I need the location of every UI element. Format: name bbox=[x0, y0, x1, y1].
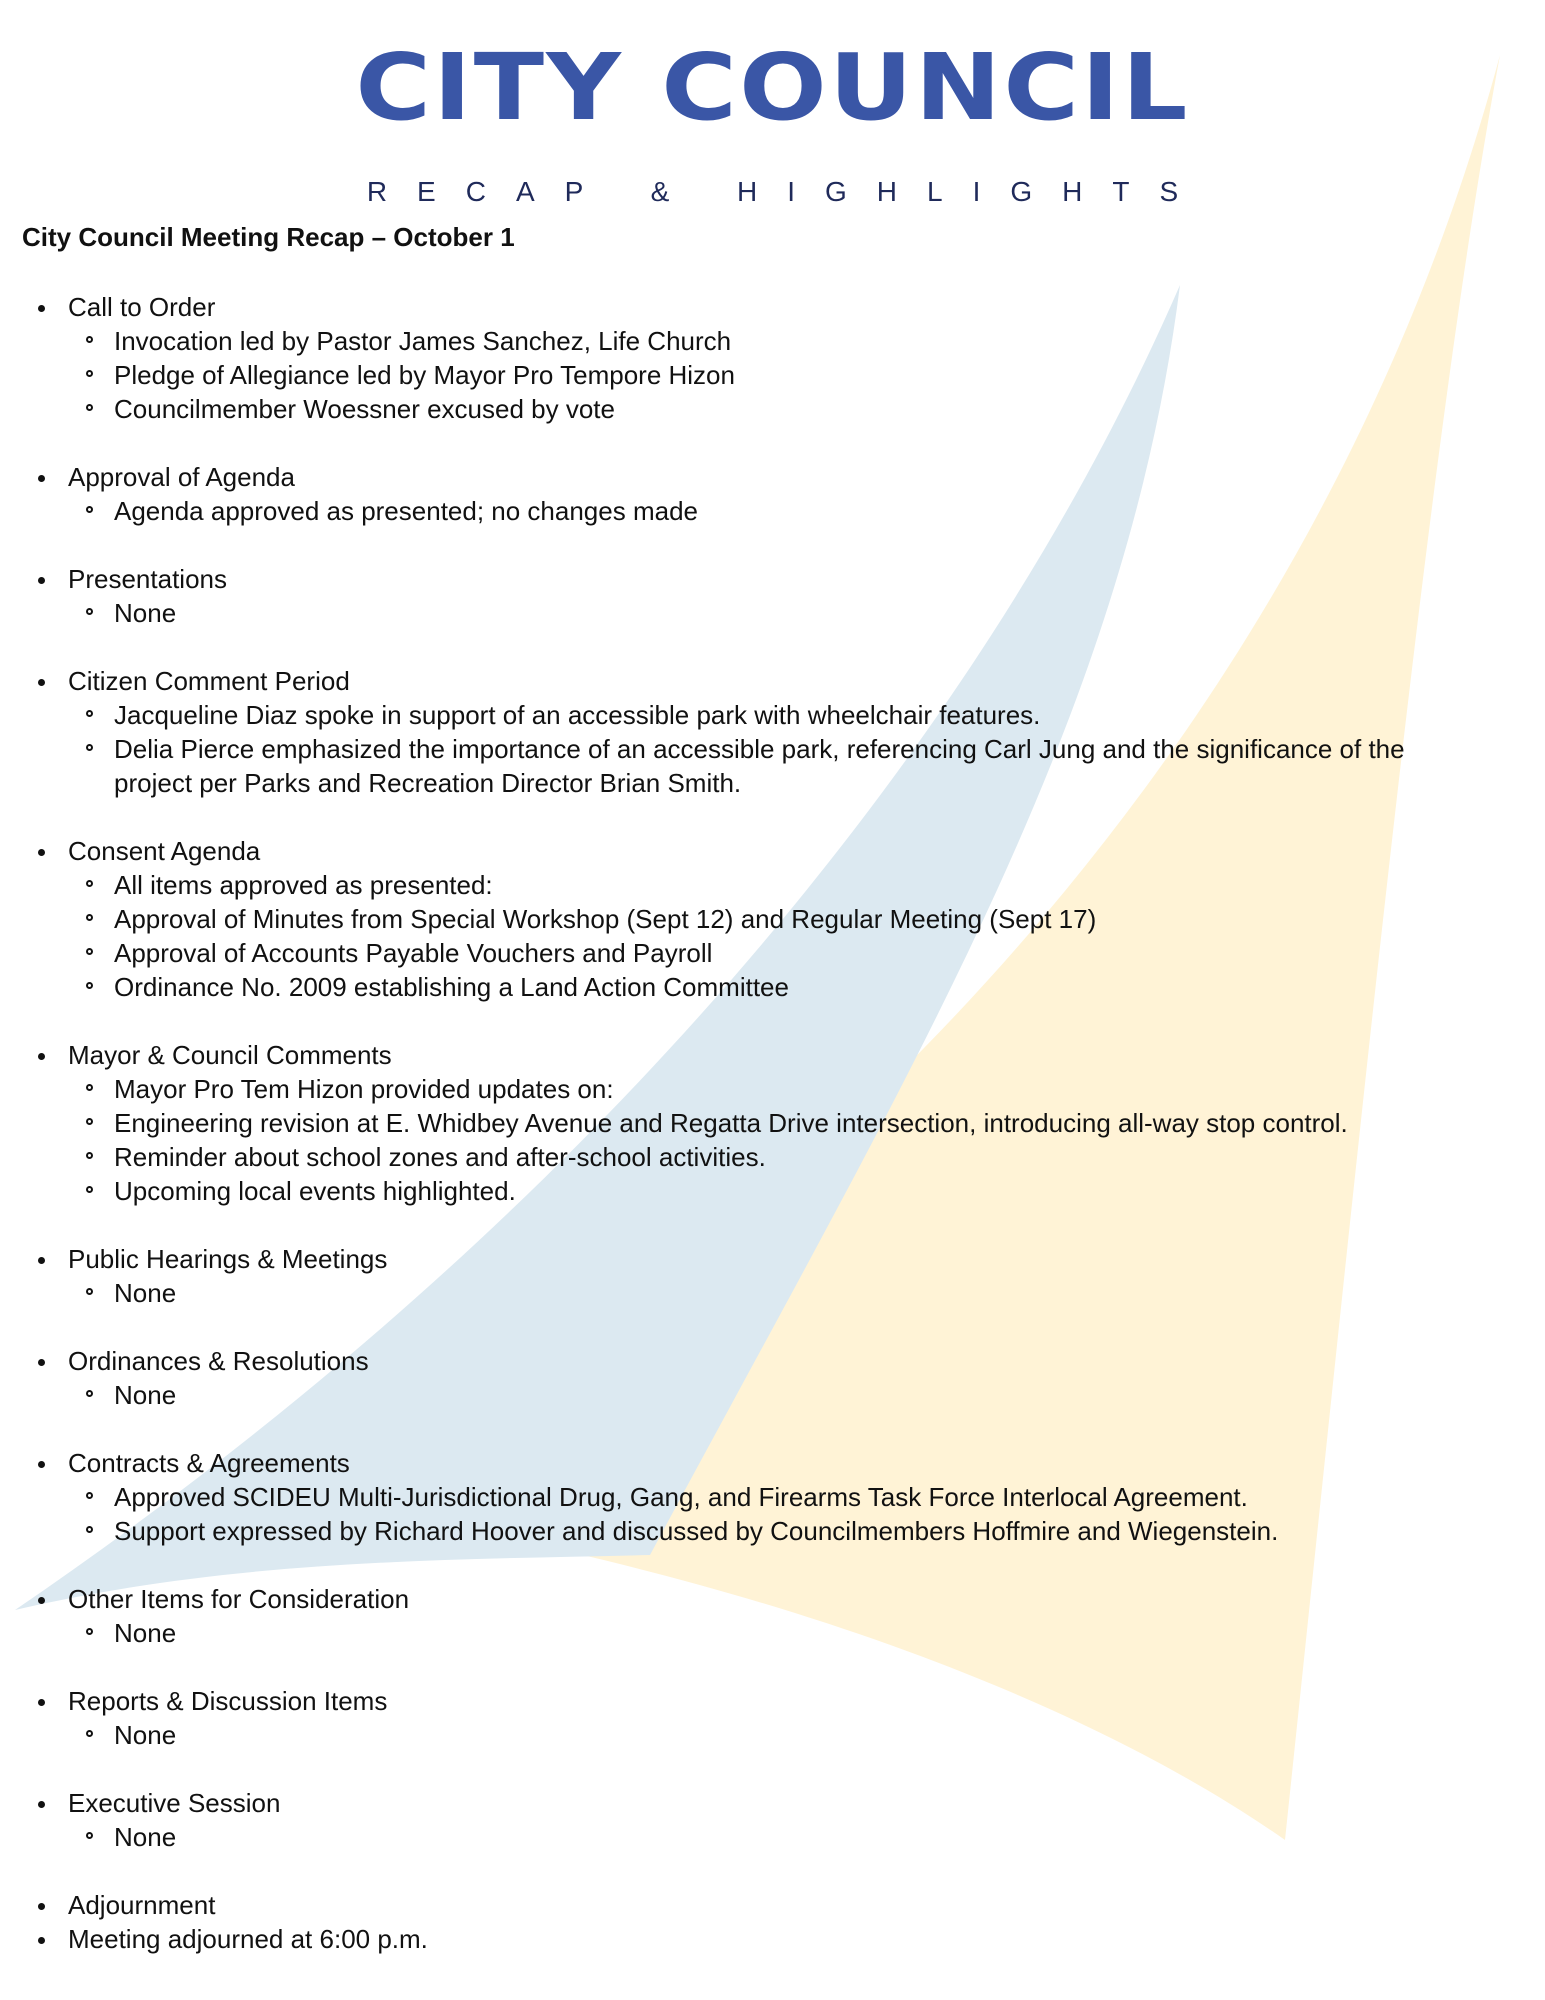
section-heading: Other Items for Consideration bbox=[68, 1582, 1470, 1616]
list-item: Agenda approved as presented; no changes made bbox=[114, 494, 1470, 528]
list-item: None bbox=[114, 1616, 1470, 1650]
section-heading: Ordinances & Resolutions bbox=[68, 1344, 1470, 1378]
section-items bbox=[0, 596, 1470, 630]
section-heading: Presentations bbox=[68, 562, 1470, 596]
list-item: Support expressed by Richard Hoover and discussed by Councilmembers Hoffmire and Wiegenstein. bbox=[114, 1514, 1470, 1548]
section-heading: Public Hearings & Meetings bbox=[68, 1242, 1470, 1276]
agenda-section bbox=[0, 562, 1470, 630]
section-heading: Executive Session bbox=[68, 1786, 1470, 1820]
list-item: All items approved as presented: bbox=[114, 868, 1470, 902]
agenda-list bbox=[0, 290, 1470, 1956]
section-items bbox=[0, 1276, 1470, 1310]
agenda-section bbox=[0, 1038, 1470, 1208]
section-items bbox=[0, 1616, 1470, 1650]
list-item: Invocation led by Pastor James Sanchez, Life Church bbox=[114, 324, 1470, 358]
section-heading: Call to Order bbox=[68, 290, 1470, 324]
list-item: Councilmember Woessner excused by vote bbox=[114, 392, 1470, 426]
section-heading: Reports & Discussion Items bbox=[68, 1684, 1470, 1718]
list-item: Pledge of Allegiance led by Mayor Pro Tempore Hizon bbox=[114, 358, 1470, 392]
agenda-section bbox=[0, 1684, 1470, 1752]
agenda-section bbox=[0, 1344, 1470, 1412]
adjournment-detail: Meeting adjourned at 6:00 p.m. bbox=[68, 1922, 1470, 1956]
section-items bbox=[0, 1378, 1470, 1412]
section-heading: Contracts & Agreements bbox=[68, 1446, 1470, 1480]
list-item: Approved SCIDEU Multi-Jurisdictional Drug, Gang, and Firearms Task Force Interlocal Agreement. bbox=[114, 1480, 1470, 1514]
section-items bbox=[0, 1072, 1470, 1208]
list-item: None bbox=[114, 1820, 1470, 1854]
section-items bbox=[0, 1480, 1470, 1548]
agenda-section bbox=[0, 664, 1470, 800]
agenda-section bbox=[0, 290, 1470, 426]
section-items bbox=[0, 494, 1470, 528]
adjournment-section bbox=[0, 1888, 1470, 1956]
section-items bbox=[0, 698, 1470, 800]
list-item: Approval of Accounts Payable Vouchers and Payroll bbox=[114, 936, 1470, 970]
section-heading: Consent Agenda bbox=[68, 834, 1470, 868]
list-item: Approval of Minutes from Special Workshop (Sept 12) and Regular Meeting (Sept 17) bbox=[114, 902, 1470, 936]
page-title: CITY COUNCIL bbox=[355, 34, 1190, 141]
section-items bbox=[0, 324, 1470, 426]
page-subtitle: RECAP & HIGHLIGHTS bbox=[366, 176, 1209, 207]
section-heading: Citizen Comment Period bbox=[68, 664, 1470, 698]
section-heading: Mayor & Council Comments bbox=[68, 1038, 1470, 1072]
list-item: None bbox=[114, 1718, 1470, 1752]
list-item: Upcoming local events highlighted. bbox=[114, 1174, 1470, 1208]
list-item: Mayor Pro Tem Hizon provided updates on: bbox=[114, 1072, 1470, 1106]
section-items bbox=[0, 868, 1470, 1004]
list-item: Ordinance No. 2009 establishing a Land Action Committee bbox=[114, 970, 1470, 1004]
agenda-section bbox=[0, 1786, 1470, 1854]
list-item: Delia Pierce emphasized the importance of an accessible park, referencing Carl Jung and the significance of the project per Parks and Recreation Director Brian Smith. bbox=[114, 732, 1470, 800]
section-heading: Adjournment bbox=[68, 1888, 1470, 1922]
section-items bbox=[0, 1820, 1470, 1854]
agenda-section bbox=[0, 460, 1470, 528]
meeting-title: City Council Meeting Recap – October 1 bbox=[22, 222, 515, 252]
list-item: Jacqueline Diaz spoke in support of an accessible park with wheelchair features. bbox=[114, 698, 1470, 732]
list-item: Reminder about school zones and after-school activities. bbox=[114, 1140, 1470, 1174]
list-item: None bbox=[114, 596, 1470, 630]
agenda-section bbox=[0, 1446, 1470, 1548]
header bbox=[0, 34, 1545, 207]
agenda-section bbox=[0, 834, 1470, 1004]
list-item: Engineering revision at E. Whidbey Avenue and Regatta Drive intersection, introducing all-way stop control. bbox=[114, 1106, 1470, 1140]
section-items bbox=[0, 1718, 1470, 1752]
list-item: None bbox=[114, 1378, 1470, 1412]
section-heading: Approval of Agenda bbox=[68, 460, 1470, 494]
list-item: None bbox=[114, 1276, 1470, 1310]
agenda-section bbox=[0, 1582, 1470, 1650]
agenda-section bbox=[0, 1242, 1470, 1310]
